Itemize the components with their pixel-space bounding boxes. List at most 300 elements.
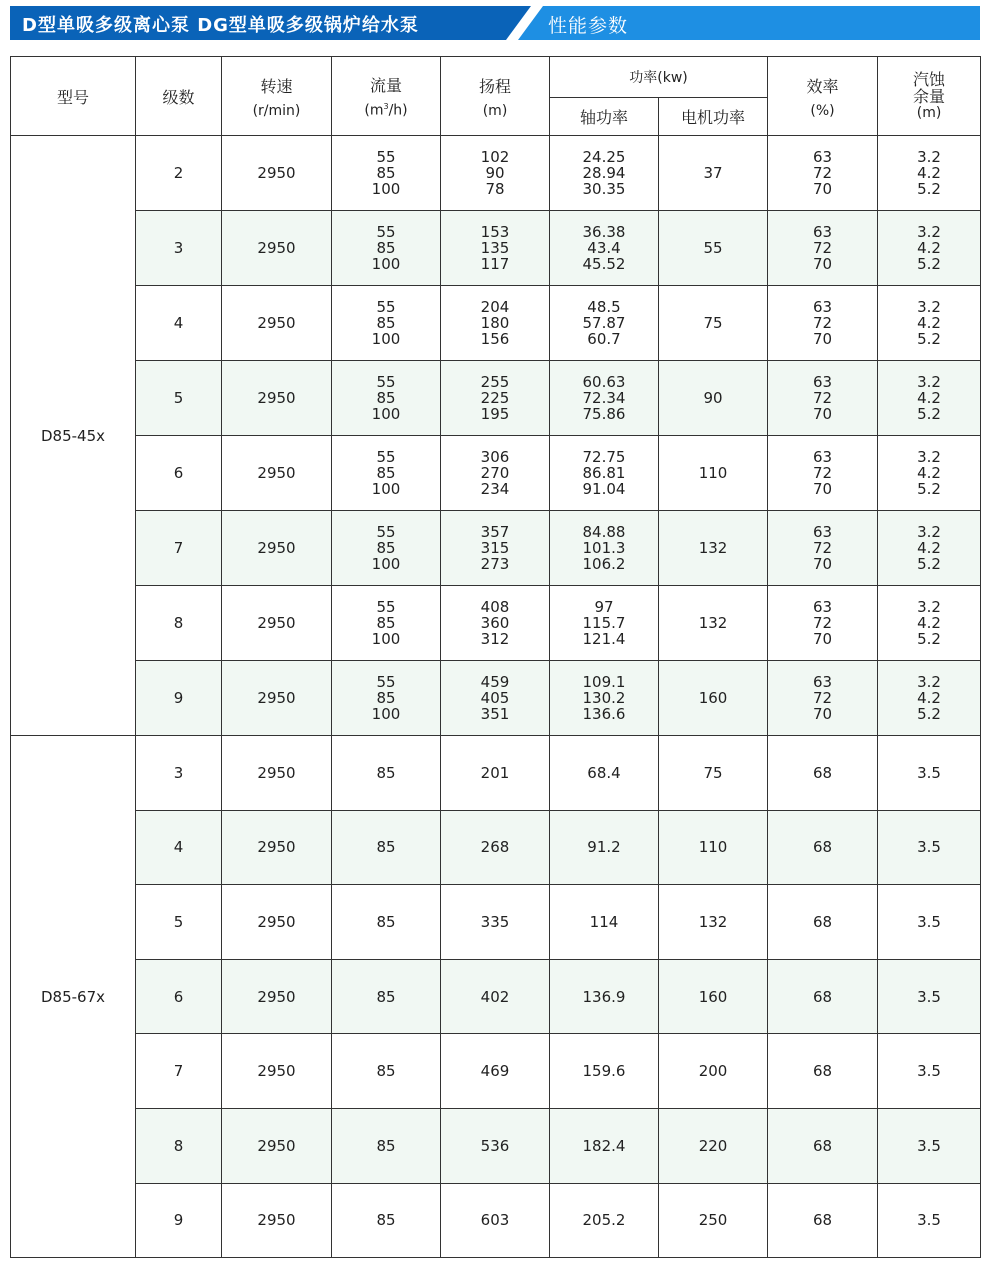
head-cell-value: 315 — [480, 539, 510, 557]
npsh-cell-value: 4.2 — [917, 539, 941, 557]
head-cell-value: 204 — [480, 298, 510, 316]
npsh-cell — [878, 1108, 981, 1183]
npsh-cell-value: 4.2 — [917, 239, 941, 257]
head-cell — [441, 959, 550, 1034]
head-cell-value: 408 — [480, 598, 510, 616]
efficiency-cell-value: 63 — [812, 448, 833, 466]
motor-power-cell: 220 — [659, 1108, 768, 1183]
npsh-cell-value: 3.5 — [917, 763, 941, 782]
head-cell-value: 402 — [480, 987, 510, 1006]
shaft-power-cell-value: 72.34 — [582, 389, 626, 407]
shaft-power-cell-value: 72.75 — [582, 448, 626, 466]
efficiency-cell-value: 63 — [812, 148, 833, 166]
flow-cell — [332, 1034, 441, 1109]
speed-cell: 2950 — [222, 661, 332, 736]
flow-cell-value: 100 — [371, 330, 401, 348]
npsh-cell-value: 3.2 — [917, 148, 941, 166]
npsh-cell-value: 3.2 — [917, 373, 941, 391]
shaft-power-cell-value: 114 — [589, 912, 619, 931]
head-cell-value: 225 — [480, 389, 510, 407]
table-row — [11, 211, 981, 286]
shaft-power-cell — [550, 736, 659, 811]
banner-title: D型单吸多级离心泵 DG型单吸多级锅炉给水泵 — [22, 15, 419, 36]
header-head: 扬程 (m) — [441, 57, 550, 136]
npsh-cell-value: 5.2 — [917, 330, 941, 348]
flow-cell-value: 85 — [376, 838, 396, 857]
header-speed: 转速 (r/min) — [222, 57, 332, 136]
table-row — [11, 136, 981, 211]
npsh-cell — [878, 586, 981, 661]
flow-cell-value: 55 — [376, 598, 396, 616]
shaft-power-cell — [550, 586, 659, 661]
flow-cell-value: 85 — [376, 763, 396, 782]
efficiency-cell-value: 72 — [812, 689, 833, 707]
shaft-power-cell-value: 101.3 — [582, 539, 626, 557]
flow-cell — [332, 736, 441, 811]
efficiency-cell-value: 63 — [812, 598, 833, 616]
flow-cell-value: 55 — [376, 373, 396, 391]
npsh-cell — [878, 1034, 981, 1109]
table-row — [11, 1034, 981, 1109]
npsh-cell-value: 5.2 — [917, 180, 941, 198]
stage-cell: 4 — [136, 286, 222, 361]
flow-cell — [332, 136, 441, 211]
flow-cell-value: 85 — [376, 1136, 396, 1155]
efficiency-cell-value: 68 — [812, 763, 833, 782]
shaft-power-cell — [550, 1183, 659, 1258]
head-cell — [441, 661, 550, 736]
efficiency-cell-value: 63 — [812, 298, 833, 316]
shaft-power-cell-value: 68.4 — [587, 763, 621, 782]
efficiency-cell — [768, 361, 878, 436]
flow-cell-value: 100 — [371, 405, 401, 423]
head-cell-value: 351 — [480, 705, 510, 723]
flow-cell-value: 55 — [376, 148, 396, 166]
stage-cell: 5 — [136, 885, 222, 960]
efficiency-cell-value: 63 — [812, 223, 833, 241]
shaft-power-cell-value: 57.87 — [582, 314, 626, 332]
npsh-cell-value: 3.2 — [917, 598, 941, 616]
flow-cell-value: 85 — [376, 239, 396, 257]
efficiency-cell-value: 72 — [812, 539, 833, 557]
table-row — [11, 810, 981, 885]
speed-cell: 2950 — [222, 959, 332, 1034]
efficiency-cell-value: 68 — [812, 987, 833, 1006]
motor-power-cell: 132 — [659, 586, 768, 661]
shaft-power-cell-value: 136.6 — [582, 705, 626, 723]
efficiency-cell — [768, 586, 878, 661]
flow-cell-value: 85 — [376, 987, 396, 1006]
flow-cell-value: 85 — [376, 912, 396, 931]
table-row — [11, 885, 981, 960]
section-banner — [10, 6, 980, 40]
shaft-power-cell — [550, 286, 659, 361]
flow-cell-value: 55 — [376, 448, 396, 466]
npsh-cell-value: 4.2 — [917, 389, 941, 407]
npsh-cell-value: 4.2 — [917, 164, 941, 182]
shaft-power-cell — [550, 959, 659, 1034]
shaft-power-cell-value: 24.25 — [582, 148, 626, 166]
flow-cell — [332, 586, 441, 661]
efficiency-cell-value: 70 — [812, 555, 833, 573]
head-cell — [441, 885, 550, 960]
header-npsh: 汽蚀 余量 (m) — [878, 57, 981, 136]
header-shaft-power: 轴功率 — [550, 98, 659, 136]
header-stages: 级数 — [136, 57, 222, 136]
efficiency-cell-value: 70 — [812, 330, 833, 348]
npsh-cell-value: 3.5 — [917, 1136, 941, 1155]
flow-cell — [332, 361, 441, 436]
table-row — [11, 286, 981, 361]
table-row — [11, 1183, 981, 1258]
motor-power-cell: 55 — [659, 211, 768, 286]
flow-cell — [332, 211, 441, 286]
head-cell-value: 117 — [480, 255, 510, 273]
flow-cell — [332, 885, 441, 960]
efficiency-cell-value: 72 — [812, 614, 833, 632]
head-cell-value: 405 — [480, 689, 510, 707]
shaft-power-cell-value: 97 — [594, 598, 614, 616]
shaft-power-cell-value: 60.63 — [582, 373, 626, 391]
shaft-power-cell-value: 136.9 — [582, 987, 626, 1006]
flow-cell — [332, 1108, 441, 1183]
efficiency-cell-value: 63 — [812, 523, 833, 541]
table-header — [11, 57, 981, 136]
npsh-cell-value: 3.5 — [917, 1211, 941, 1230]
efficiency-cell — [768, 1183, 878, 1258]
head-cell-value: 180 — [480, 314, 510, 332]
flow-cell-value: 85 — [376, 464, 396, 482]
header-model: 型号 — [11, 57, 136, 136]
shaft-power-cell-value: 130.2 — [582, 689, 626, 707]
head-cell-value: 201 — [480, 763, 510, 782]
speed-cell: 2950 — [222, 511, 332, 586]
head-cell — [441, 436, 550, 511]
npsh-cell-value: 3.5 — [917, 912, 941, 931]
shaft-power-cell — [550, 436, 659, 511]
head-cell-value: 135 — [480, 239, 510, 257]
efficiency-cell-value: 70 — [812, 630, 833, 648]
flow-cell-value: 85 — [376, 1211, 396, 1230]
table-row — [11, 436, 981, 511]
head-cell-value: 156 — [480, 330, 510, 348]
stage-cell: 8 — [136, 1108, 222, 1183]
head-cell-value: 270 — [480, 464, 510, 482]
motor-power-cell: 90 — [659, 361, 768, 436]
stage-cell: 9 — [136, 1183, 222, 1258]
motor-power-cell: 160 — [659, 959, 768, 1034]
stage-cell: 5 — [136, 361, 222, 436]
performance-table — [10, 56, 981, 1258]
npsh-cell — [878, 736, 981, 811]
speed-cell: 2950 — [222, 885, 332, 960]
npsh-cell-value: 5.2 — [917, 705, 941, 723]
efficiency-cell-value: 68 — [812, 838, 833, 857]
efficiency-cell — [768, 211, 878, 286]
shaft-power-cell-value: 45.52 — [582, 255, 626, 273]
efficiency-cell-value: 70 — [812, 405, 833, 423]
model-cell: D85-67x — [11, 736, 136, 1258]
table-row — [11, 511, 981, 586]
npsh-cell-value: 5.2 — [917, 255, 941, 273]
npsh-cell — [878, 136, 981, 211]
stage-cell: 3 — [136, 211, 222, 286]
head-cell-value: 469 — [480, 1062, 510, 1081]
flow-cell — [332, 810, 441, 885]
shaft-power-cell-value: 106.2 — [582, 555, 626, 573]
speed-cell: 2950 — [222, 361, 332, 436]
head-cell — [441, 586, 550, 661]
table-row — [11, 959, 981, 1034]
npsh-cell-value: 5.2 — [917, 405, 941, 423]
efficiency-cell — [768, 959, 878, 1034]
head-cell-value: 90 — [485, 164, 505, 182]
npsh-cell-value: 3.2 — [917, 223, 941, 241]
npsh-cell-value: 3.2 — [917, 448, 941, 466]
efficiency-cell — [768, 885, 878, 960]
motor-power-cell: 110 — [659, 436, 768, 511]
npsh-cell-value: 5.2 — [917, 630, 941, 648]
motor-power-cell: 200 — [659, 1034, 768, 1109]
npsh-cell-value: 3.5 — [917, 838, 941, 857]
shaft-power-cell-value: 115.7 — [582, 614, 626, 632]
head-cell-value: 536 — [480, 1136, 510, 1155]
shaft-power-cell-value: 28.94 — [582, 164, 626, 182]
head-cell-value: 312 — [480, 630, 510, 648]
table-row — [11, 361, 981, 436]
table-row — [11, 661, 981, 736]
npsh-cell — [878, 1183, 981, 1258]
shaft-power-cell — [550, 136, 659, 211]
efficiency-cell — [768, 1034, 878, 1109]
efficiency-cell-value: 68 — [812, 1062, 833, 1081]
head-cell-value: 195 — [480, 405, 510, 423]
head-cell — [441, 361, 550, 436]
head-cell-value: 153 — [480, 223, 510, 241]
npsh-cell — [878, 661, 981, 736]
head-cell-value: 102 — [480, 148, 510, 166]
model-cell: D85-45x — [11, 136, 136, 736]
head-cell-value: 360 — [480, 614, 510, 632]
motor-power-cell: 132 — [659, 885, 768, 960]
motor-power-cell: 75 — [659, 736, 768, 811]
head-cell — [441, 211, 550, 286]
shaft-power-cell-value: 60.7 — [587, 330, 621, 348]
flow-cell-value: 100 — [371, 705, 401, 723]
motor-power-cell: 250 — [659, 1183, 768, 1258]
npsh-cell — [878, 286, 981, 361]
shaft-power-cell — [550, 885, 659, 960]
npsh-cell-value: 3.2 — [917, 673, 941, 691]
table-body — [11, 136, 981, 1258]
shaft-power-cell-value: 43.4 — [587, 239, 621, 257]
efficiency-cell — [768, 736, 878, 811]
flow-cell-value: 55 — [376, 298, 396, 316]
speed-cell: 2950 — [222, 436, 332, 511]
efficiency-cell — [768, 436, 878, 511]
motor-power-cell: 37 — [659, 136, 768, 211]
table-row — [11, 736, 981, 811]
head-cell — [441, 136, 550, 211]
flow-cell-value: 55 — [376, 673, 396, 691]
stage-cell: 6 — [136, 959, 222, 1034]
head-cell-value: 357 — [480, 523, 510, 541]
speed-cell: 2950 — [222, 1034, 332, 1109]
npsh-cell-value: 4.2 — [917, 464, 941, 482]
stage-cell: 9 — [136, 661, 222, 736]
flow-cell-value: 100 — [371, 630, 401, 648]
efficiency-cell-value: 72 — [812, 164, 833, 182]
shaft-power-cell — [550, 1034, 659, 1109]
npsh-cell — [878, 810, 981, 885]
speed-cell: 2950 — [222, 810, 332, 885]
shaft-power-cell-value: 91.04 — [582, 480, 626, 498]
shaft-power-cell-value: 109.1 — [582, 673, 626, 691]
npsh-cell — [878, 511, 981, 586]
npsh-cell-value: 3.5 — [917, 987, 941, 1006]
motor-power-cell: 75 — [659, 286, 768, 361]
npsh-cell-value: 5.2 — [917, 555, 941, 573]
head-cell — [441, 286, 550, 361]
efficiency-cell-value: 70 — [812, 705, 833, 723]
head-cell — [441, 1183, 550, 1258]
stage-cell: 7 — [136, 511, 222, 586]
shaft-power-cell-value: 205.2 — [582, 1211, 626, 1230]
shaft-power-cell — [550, 361, 659, 436]
shaft-power-cell-value: 36.38 — [582, 223, 626, 241]
stage-cell: 2 — [136, 136, 222, 211]
efficiency-cell-value: 72 — [812, 314, 833, 332]
speed-cell: 2950 — [222, 1108, 332, 1183]
npsh-cell-value: 3.2 — [917, 523, 941, 541]
head-cell-value: 234 — [480, 480, 510, 498]
table-row — [11, 586, 981, 661]
shaft-power-cell — [550, 211, 659, 286]
efficiency-cell-value: 68 — [812, 912, 833, 931]
flow-cell-value: 100 — [371, 555, 401, 573]
efficiency-cell-value: 63 — [812, 373, 833, 391]
efficiency-cell — [768, 661, 878, 736]
header-flow: 流量 $(m^3/h)$ — [332, 57, 441, 136]
head-cell — [441, 1034, 550, 1109]
head-cell-value: 335 — [480, 912, 510, 931]
flow-cell-value: 85 — [376, 689, 396, 707]
head-cell — [441, 736, 550, 811]
flow-cell-value: 85 — [376, 164, 396, 182]
head-cell-value: 603 — [480, 1211, 510, 1230]
flow-cell — [332, 436, 441, 511]
motor-power-cell: 160 — [659, 661, 768, 736]
npsh-cell-value: 3.5 — [917, 1062, 941, 1081]
efficiency-cell-value: 70 — [812, 480, 833, 498]
efficiency-cell-value: 70 — [812, 255, 833, 273]
speed-cell: 2950 — [222, 286, 332, 361]
shaft-power-cell-value: 84.88 — [582, 523, 626, 541]
npsh-cell-value: 3.2 — [917, 298, 941, 316]
flow-cell — [332, 959, 441, 1034]
banner-subtitle: 性能参数 — [548, 15, 629, 37]
npsh-cell-value: 4.2 — [917, 689, 941, 707]
flow-cell — [332, 661, 441, 736]
efficiency-cell-value: 72 — [812, 239, 833, 257]
head-cell-value: 306 — [480, 448, 510, 466]
head-cell — [441, 511, 550, 586]
efficiency-cell — [768, 136, 878, 211]
efficiency-cell-value: 68 — [812, 1136, 833, 1155]
header-motor-power: 电机功率 — [659, 98, 768, 136]
stage-cell: 7 — [136, 1034, 222, 1109]
shaft-power-cell — [550, 511, 659, 586]
flow-cell-value: 85 — [376, 314, 396, 332]
flow-cell-value: 85 — [376, 1062, 396, 1081]
efficiency-cell-value: 63 — [812, 673, 833, 691]
speed-cell: 2950 — [222, 136, 332, 211]
flow-cell — [332, 511, 441, 586]
shaft-power-cell-value: 75.86 — [582, 405, 626, 423]
shaft-power-cell-value: 91.2 — [587, 838, 621, 857]
head-cell-value: 273 — [480, 555, 510, 573]
header-efficiency: 效率 (%) — [768, 57, 878, 136]
head-cell-value: 459 — [480, 673, 510, 691]
head-cell-value: 268 — [480, 838, 510, 857]
flow-cell-value: 100 — [371, 255, 401, 273]
shaft-power-cell-value: 159.6 — [582, 1062, 626, 1081]
flow-cell — [332, 1183, 441, 1258]
npsh-cell — [878, 885, 981, 960]
efficiency-cell — [768, 286, 878, 361]
efficiency-cell-value: 72 — [812, 464, 833, 482]
efficiency-cell-value: 68 — [812, 1211, 833, 1230]
stage-cell: 4 — [136, 810, 222, 885]
npsh-cell — [878, 211, 981, 286]
npsh-cell — [878, 436, 981, 511]
speed-cell: 2950 — [222, 736, 332, 811]
head-cell-value: 78 — [485, 180, 505, 198]
table-row — [11, 1108, 981, 1183]
motor-power-cell: 132 — [659, 511, 768, 586]
shaft-power-cell-value: 86.81 — [582, 464, 626, 482]
shaft-power-cell-value: 30.35 — [582, 180, 626, 198]
shaft-power-cell — [550, 1108, 659, 1183]
efficiency-cell-value: 70 — [812, 180, 833, 198]
npsh-cell-value: 5.2 — [917, 480, 941, 498]
npsh-cell — [878, 959, 981, 1034]
shaft-power-cell-value: 48.5 — [587, 298, 621, 316]
efficiency-cell — [768, 810, 878, 885]
shaft-power-cell — [550, 661, 659, 736]
stage-cell: 3 — [136, 736, 222, 811]
shaft-power-cell-value: 121.4 — [582, 630, 626, 648]
shaft-power-cell-value: 182.4 — [582, 1136, 626, 1155]
efficiency-cell — [768, 1108, 878, 1183]
flow-cell-value: 100 — [371, 480, 401, 498]
speed-cell: 2950 — [222, 211, 332, 286]
head-cell-value: 255 — [480, 373, 510, 391]
stage-cell: 6 — [136, 436, 222, 511]
head-cell — [441, 1108, 550, 1183]
motor-power-cell: 110 — [659, 810, 768, 885]
efficiency-cell-value: 72 — [812, 389, 833, 407]
speed-cell: 2950 — [222, 1183, 332, 1258]
flow-cell — [332, 286, 441, 361]
stage-cell: 8 — [136, 586, 222, 661]
header-power: 功率(kw) — [550, 57, 768, 98]
flow-cell-value: 55 — [376, 223, 396, 241]
head-cell — [441, 810, 550, 885]
speed-cell: 2950 — [222, 586, 332, 661]
flow-cell-value: 85 — [376, 389, 396, 407]
flow-cell-value: 55 — [376, 523, 396, 541]
